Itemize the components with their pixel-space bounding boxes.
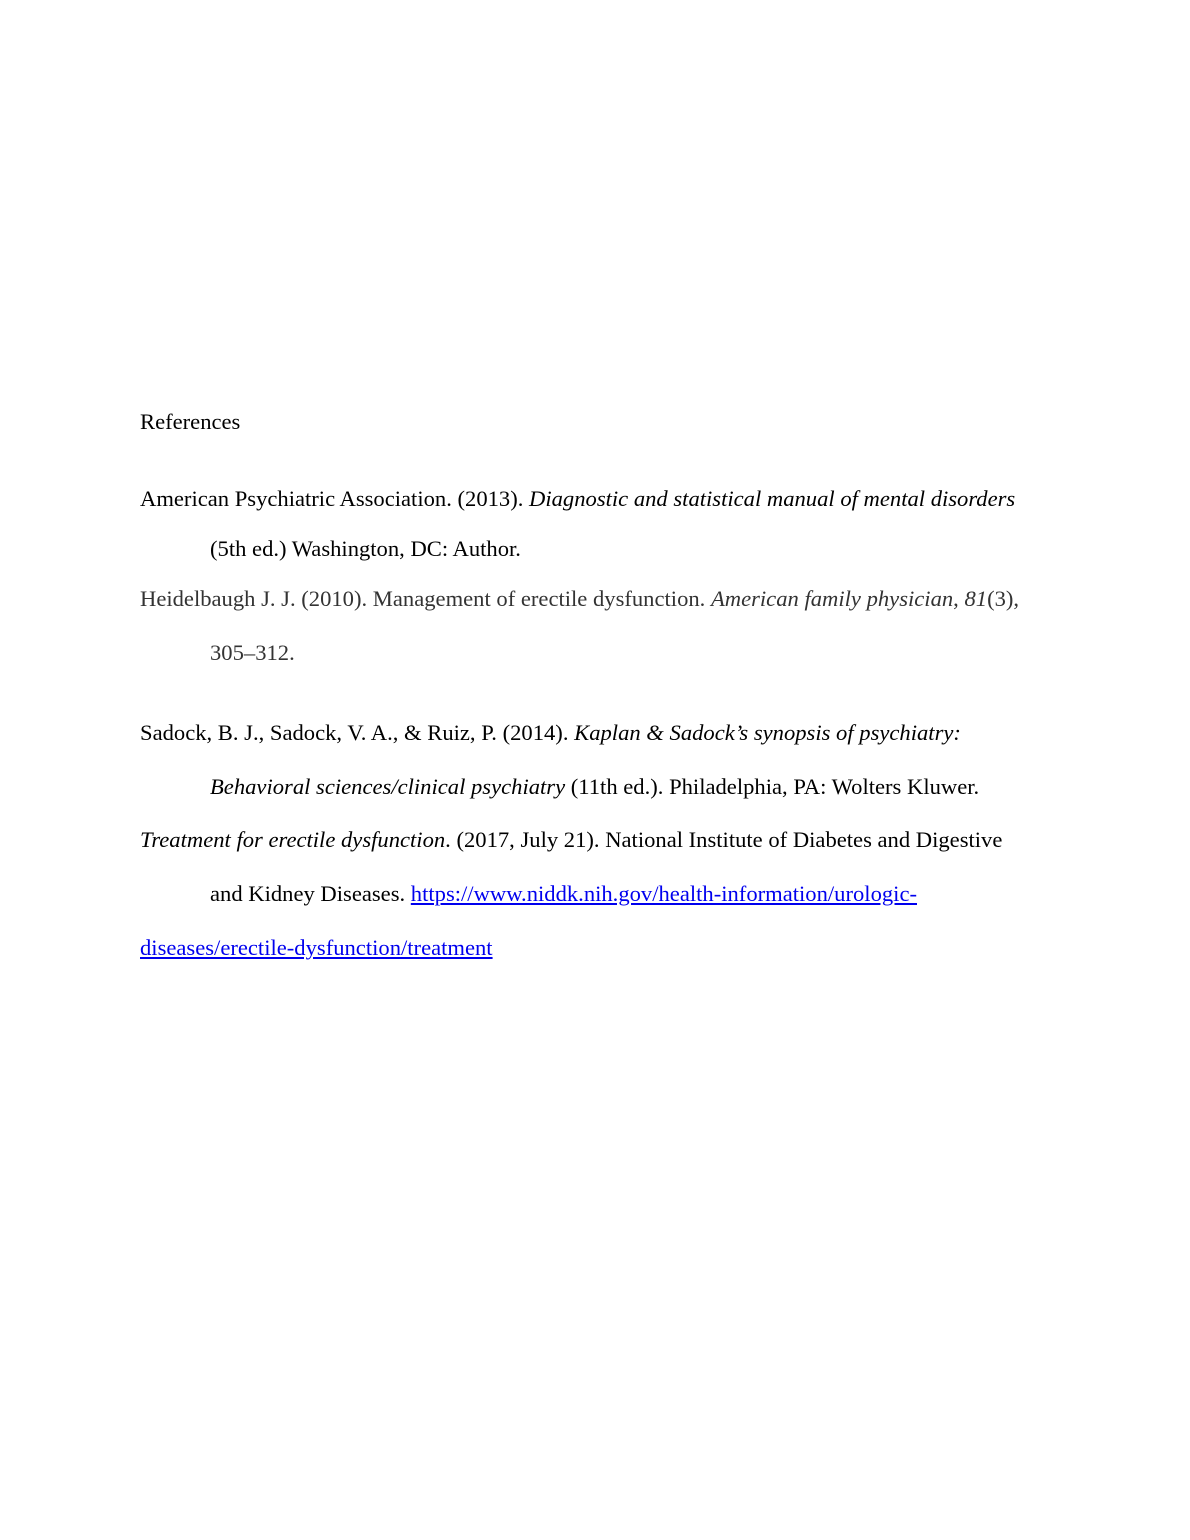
reference-heidelbaugh-journal: American family physician [710,586,954,611]
reference-niddk-url-link[interactable]: https://www.niddk.nih.gov/health-information/urologic- [410,881,917,906]
reference-niddk-line-1 [140,826,1002,854]
reference-sadock-line-2 [210,773,979,801]
reference-heidelbaugh-pages: 305–312. [210,640,295,665]
reference-apa-publisher: (5th ed.) Washington, DC: Author. [210,536,521,561]
reference-sadock-title-1: Kaplan & Sadock’s synopsis of psychiatry: [574,720,961,745]
reference-niddk-org: and Kidney Diseases. [210,881,411,906]
reference-sadock-line-1 [140,719,961,747]
reference-niddk-url-link-continued[interactable]: diseases/erectile-dysfunction/treatment [140,935,493,960]
reference-niddk-date-org: . (2017, July 21). National Institute of Diabetes and Digestive [445,827,1003,852]
reference-sadock-publisher: (11th ed.). Philadelphia, PA: Wolters Kluwer. [565,774,980,799]
reference-heidelbaugh-issue: (3), [987,586,1020,611]
reference-heidelbaugh-author: Heidelbaugh J. J. (2010). Management of erectile dysfunction. [140,586,711,611]
reference-heidelbaugh-volume: 81 [964,586,988,611]
heading-text: References [140,409,241,434]
reference-apa-title: Diagnostic and statistical manual of mental disorders [529,486,1016,511]
reference-apa-author: American Psychiatric Association. (2013). [140,486,530,511]
references-heading [140,408,240,436]
reference-heidelbaugh-line-2 [210,639,295,667]
reference-sadock-title-2: Behavioral sciences/clinical psychiatry [210,774,566,799]
reference-niddk-line-2 [210,880,917,908]
reference-sadock-author: Sadock, B. J., Sadock, V. A., & Ruiz, P. (2014). [140,720,575,745]
reference-niddk-line-3 [140,934,493,962]
reference-heidelbaugh-line-1 [140,585,1019,613]
reference-heidelbaugh-comma: , [953,586,965,611]
reference-apa-line-1 [140,485,1015,513]
reference-niddk-title: Treatment for erectile dysfunction [140,827,446,852]
reference-apa-line-2 [210,535,521,563]
